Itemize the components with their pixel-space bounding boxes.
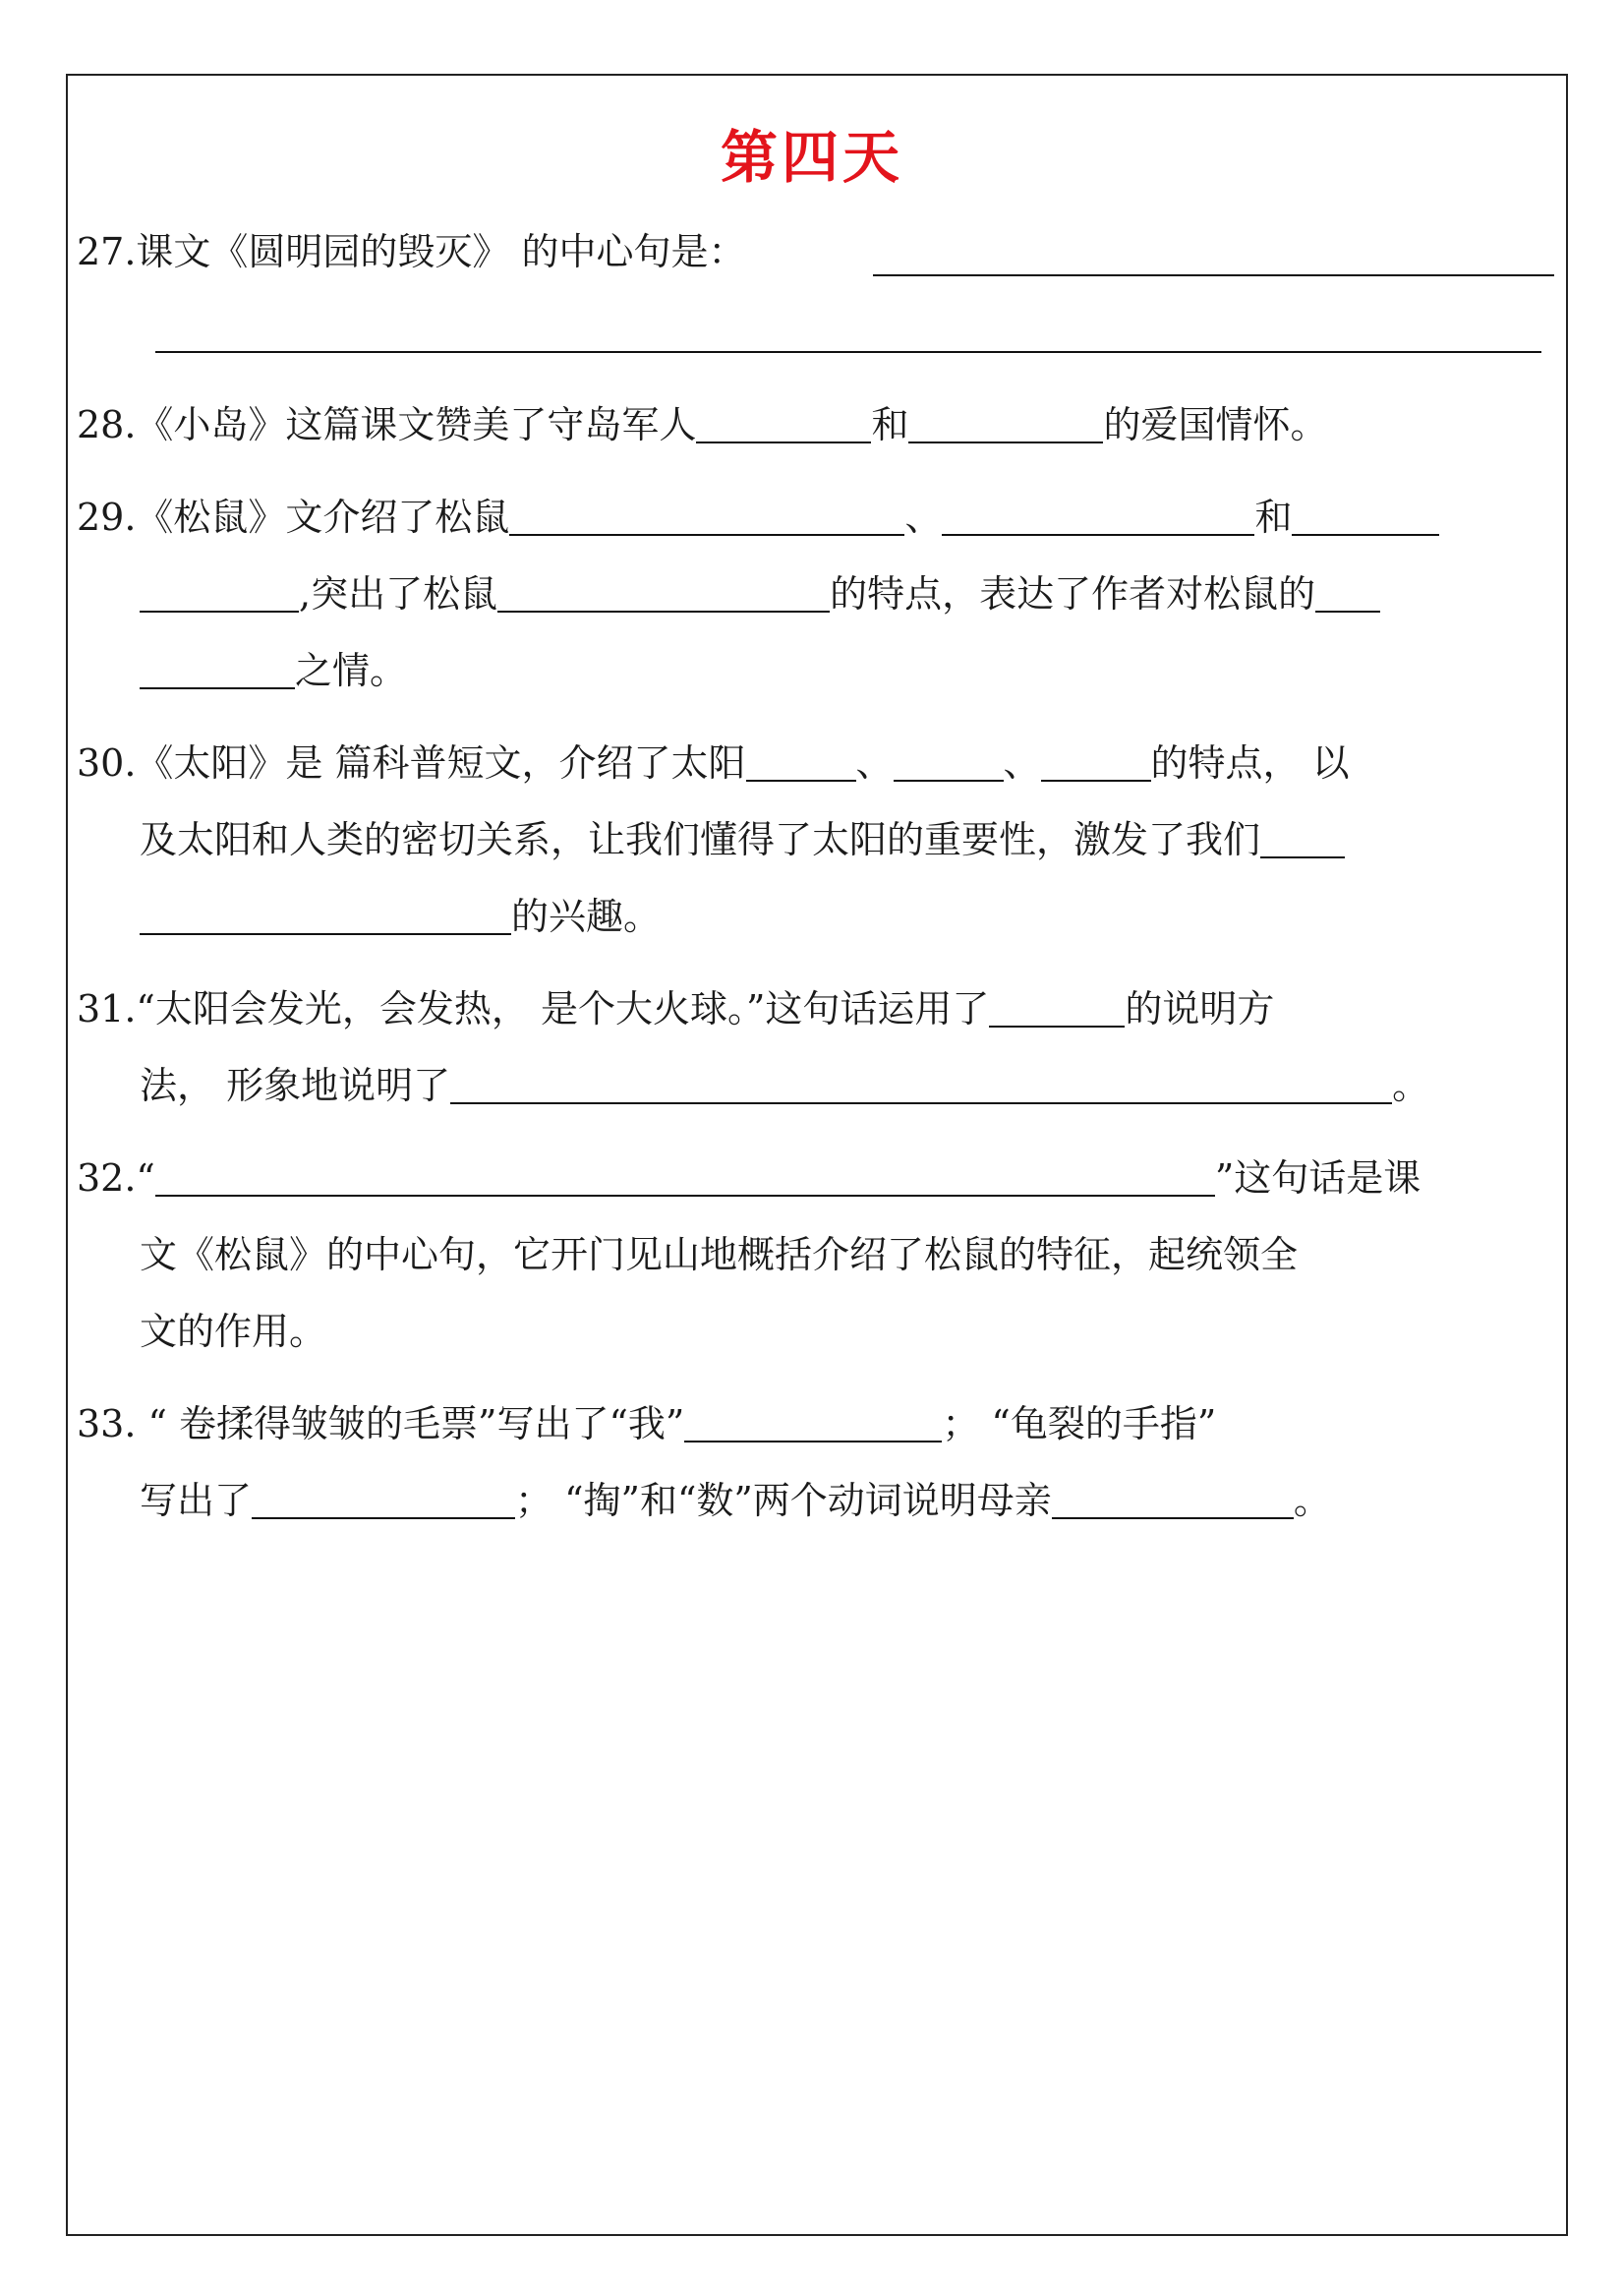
q33-text-2: 写出了	[140, 1479, 253, 1522]
q30-answer-blank-4[interactable]	[1260, 819, 1345, 858]
q31-text-2: 法， 形象地说明了	[140, 1064, 451, 1107]
q27-text: 27.课文《圆明园的毁灭》 的中心句是：	[77, 230, 746, 273]
question-31-line-2	[140, 1062, 1429, 1109]
q30-answer-blank-1[interactable]	[746, 742, 856, 782]
q30-text-sep-2: 、	[1003, 741, 1041, 785]
question-29-line-2	[140, 570, 1380, 618]
q28-answer-blank-1[interactable]	[696, 404, 871, 443]
q30-answer-blank-2[interactable]	[894, 742, 1004, 782]
q33-text-2-end: 。	[1293, 1479, 1331, 1522]
q30-text: 30.《太阳》是 篇科普短文，介绍了太阳	[77, 741, 746, 785]
q32-text: 32.“	[77, 1156, 155, 1200]
q28-text: 28.《小岛》这篇课文赞美了守岛军人	[77, 403, 697, 446]
q29-text: 29.《松鼠》文介绍了松鼠	[77, 496, 510, 539]
question-30-line-2	[140, 816, 1345, 863]
question-33-line-1	[77, 1400, 1216, 1447]
q29-text-sep: 、	[904, 496, 943, 539]
q29-text-last: 之情。	[295, 649, 408, 692]
q29-answer-blank-4[interactable]	[497, 573, 830, 613]
q29-answer-blank-1[interactable]	[509, 497, 904, 536]
q32-answer-blank[interactable]	[155, 1157, 1215, 1197]
q31-answer-blank-1[interactable]	[989, 988, 1125, 1028]
question-27	[77, 228, 746, 275]
question-32-line-2	[140, 1231, 1298, 1278]
question-28	[77, 401, 1327, 448]
q32-text-end: ”这句话是课	[1214, 1156, 1421, 1200]
q28-text-end: 的爱国情怀。	[1103, 403, 1328, 446]
q29-text-and: 和	[1254, 496, 1293, 539]
q32-text-3: 文的作用。	[140, 1310, 327, 1353]
q29-text-end: 的特点，表达了作者对松鼠的	[830, 572, 1316, 616]
q33-text: 33. “ 卷揉得皱皱的毛票”写出了“我”	[77, 1402, 685, 1445]
q30-answer-blank-3[interactable]	[1041, 742, 1151, 782]
q27-answer-blank-1[interactable]	[873, 274, 1554, 276]
q32-text-2: 文《松鼠》的中心句，它开门见山地概括介绍了松鼠的特征，起统领全	[140, 1233, 1299, 1276]
q29-answer-blank-5[interactable]	[1315, 573, 1380, 613]
q27-answer-blank-2[interactable]	[155, 351, 1541, 353]
q29-answer-blank-3[interactable]	[1292, 497, 1439, 536]
q30-text-last: 的兴趣。	[511, 895, 662, 938]
q31-text: 31.“太阳会发光，会发热， 是个大火球。”这句话运用了	[77, 987, 990, 1030]
question-29-line-3	[140, 647, 407, 694]
q33-text-2-mid: ； “掏”和“数”两个动词说明母亲	[515, 1479, 1052, 1522]
q30-text-2: 及太阳和人类的密切关系，让我们懂得了太阳的重要性，激发了我们	[140, 818, 1261, 861]
q28-text-mid: 和	[871, 403, 909, 446]
q31-text-2-end: 。	[1392, 1064, 1430, 1107]
q33-answer-blank-3[interactable]	[1052, 1480, 1294, 1519]
q29-text-mid: ,突出了松鼠	[299, 572, 498, 616]
question-30-line-1	[77, 739, 1350, 787]
q28-answer-blank-2[interactable]	[908, 404, 1103, 443]
question-33-line-2	[140, 1477, 1331, 1524]
q30-text-end: 的特点， 以	[1150, 741, 1350, 785]
page-title: 第四天	[720, 124, 903, 191]
q33-answer-blank-1[interactable]	[684, 1403, 942, 1442]
q29-answer-blank-2[interactable]	[942, 497, 1254, 536]
q33-text-mid: ； “龟裂的手指”	[942, 1402, 1217, 1445]
question-32-line-1	[77, 1154, 1421, 1202]
question-29-line-1	[77, 494, 1439, 541]
question-32-line-3	[140, 1308, 326, 1355]
question-31-line-1	[77, 985, 1274, 1032]
q31-answer-blank-2[interactable]	[450, 1065, 1392, 1104]
q29-answer-blank-3-cont[interactable]	[140, 573, 299, 613]
question-30-line-3	[140, 893, 661, 940]
q31-text-end: 的说明方	[1125, 987, 1275, 1030]
q29-answer-blank-5-cont[interactable]	[140, 650, 295, 689]
q33-answer-blank-2[interactable]	[252, 1480, 515, 1519]
q30-answer-blank-4-cont[interactable]	[140, 896, 511, 935]
q30-text-sep-1: 、	[855, 741, 894, 785]
